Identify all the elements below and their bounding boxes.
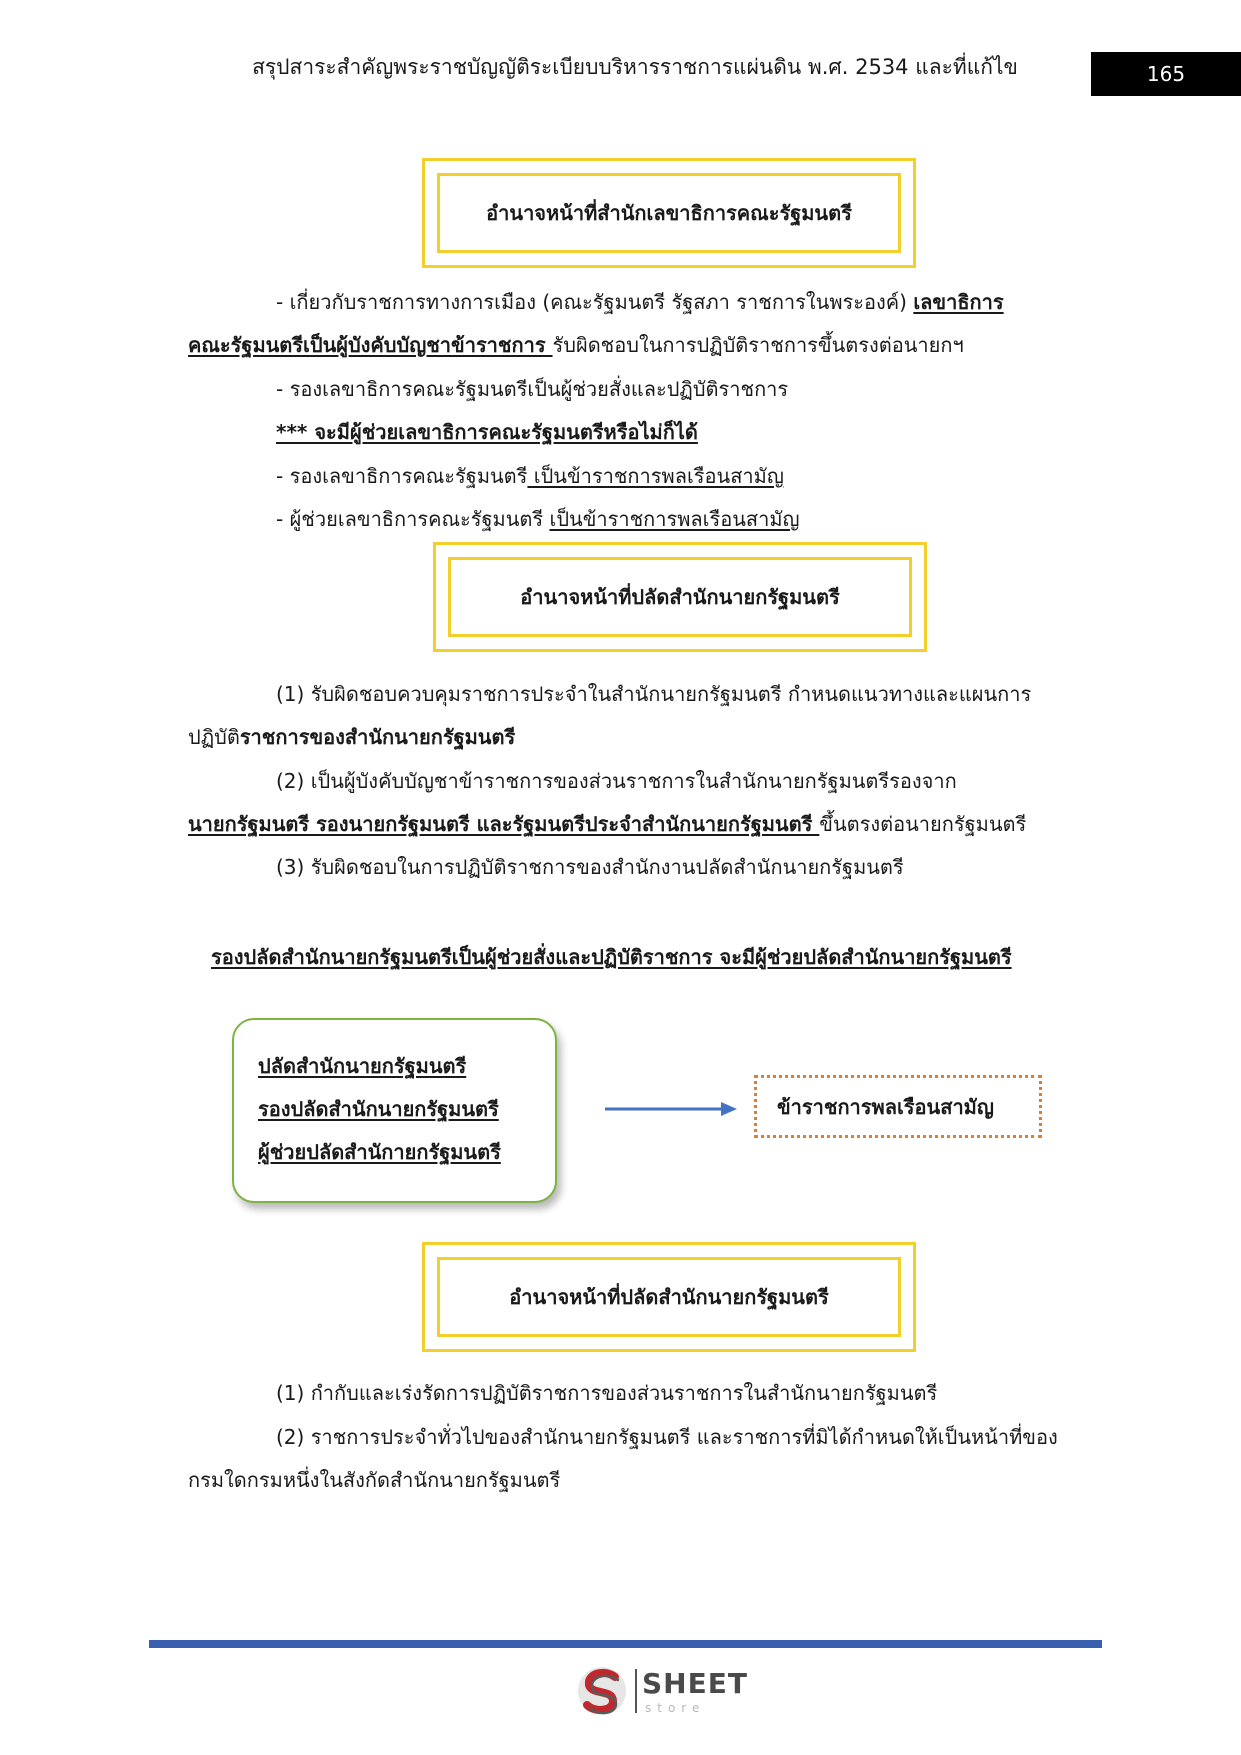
duty-item-2-line-2: กรมใดกรมหนึ่งในสังกัดสำนักนายกรัฐมนตรี [188, 1468, 561, 1492]
section-heading-box-2 [433, 542, 927, 652]
item-2-line-1: (2) เป็นผู้บังคับบัญชาข้าราชการของส่วนราชการในสำนักนายกรัฐมนตรีรองจาก [276, 769, 957, 793]
position-1: ปลัดสำนักนายกรัฐมนตรี [258, 1054, 467, 1078]
paragraph-5: - ผู้ช่วยเลขาธิการคณะรัฐมนตรี เป็นข้าราชการพลเรือนสามัญ [276, 507, 800, 531]
item-1-line-1: (1) รับผิดชอบควบคุมราชการประจำในสำนักนายกรัฐมนตรี กำหนดแนวทางและแผนการ [276, 682, 1032, 706]
section-heading-3: อำนาจหน้าที่ปลัดสำนักนายกรัฐมนตรี [437, 1257, 901, 1337]
section-heading-1: อำนาจหน้าที่สำนักเลขาธิการคณะรัฐมนตรี [437, 173, 901, 253]
header-title: สรุปสาระสำคัญพระราชบัญญัติระเบียบบริหารราชการแผ่นดิน พ.ศ. 2534 และที่แก้ไข [252, 55, 1018, 79]
page-number: 165 [1091, 52, 1241, 96]
paragraph-4: - รองเลขาธิการคณะรัฐมนตรี เป็นข้าราชการพลเรือนสามัญ [276, 464, 784, 488]
arrow-right-icon [603, 1098, 739, 1120]
logo-divider [635, 1669, 637, 1713]
positions-box [232, 1018, 557, 1203]
footer-bar [149, 1640, 1102, 1648]
paragraph-3-note: *** จะมีผู้ช่วยเลขาธิการคณะรัฐมนตรีหรือไม่ก็ได้ [276, 420, 698, 444]
paragraph-2: - รองเลขาธิการคณะรัฐมนตรีเป็นผู้ช่วยสั่งและปฏิบัติราชการ [276, 377, 789, 401]
item-1-line-2: ปฏิบัติราชการของสำนักนายกรัฐมนตรี [188, 725, 516, 749]
paragraph-1-line-1: - เกี่ยวกับราชการทางการเมือง (คณะรัฐมนตรี รัฐสภา ราชการในพระองค์) เลขาธิการ [276, 290, 1004, 314]
paragraph-1-line-2: คณะรัฐมนตรีเป็นผู้บังคับบัญชาข้าราชการ รับผิดชอบในการปฏิบัติราชการขึ้นตรงต่อนายกฯ [188, 333, 964, 357]
item-3: (3) รับผิดชอบในการปฏิบัติราชการของสำนักงานปลัดสำนักนายกรัฐมนตรี [276, 855, 904, 879]
logo-subtext: store [645, 1701, 706, 1715]
duty-item-1: (1) กำกับและเร่งรัดการปฏิบัติราชการของส่วนราชการในสำนักนายกรัฐมนตรี [276, 1381, 938, 1405]
item-2-line-2: นายกรัฐมนตรี รองนายกรัฐมนตรี และรัฐมนตรีประจำสำนักนายกรัฐมนตรี ขึ้นตรงต่อนายกรัฐมนตรี [188, 812, 1027, 836]
logo-s-icon [575, 1663, 629, 1719]
logo-text: SHEET [642, 1667, 748, 1700]
section-heading-2: อำนาจหน้าที่ปลัดสำนักนายกรัฐมนตรี [448, 557, 912, 637]
sheet-store-logo [575, 1663, 748, 1723]
position-2: รองปลัดสำนักนายกรัฐมนตรี [258, 1097, 499, 1121]
deputy-note: รองปลัดสำนักนายกรัฐมนตรีเป็นผู้ช่วยสั่งและปฏิบัติราชการ จะมีผู้ช่วยปลัดสำนักนายกรัฐมนตรี [211, 945, 1012, 969]
section-heading-box-3 [422, 1242, 916, 1352]
duty-item-2-line-1: (2) ราชการประจำทั่วไปของสำนักนายกรัฐมนตรี และราชการที่มิได้กำหนดให้เป็นหน้าที่ของ [276, 1425, 1058, 1449]
target-box [754, 1075, 1042, 1138]
position-3: ผู้ช่วยปลัดสำนักายกรัฐมนตรี [258, 1140, 501, 1164]
target-label: ข้าราชการพลเรือนสามัญ [777, 1094, 994, 1119]
section-heading-box-1 [422, 158, 916, 268]
